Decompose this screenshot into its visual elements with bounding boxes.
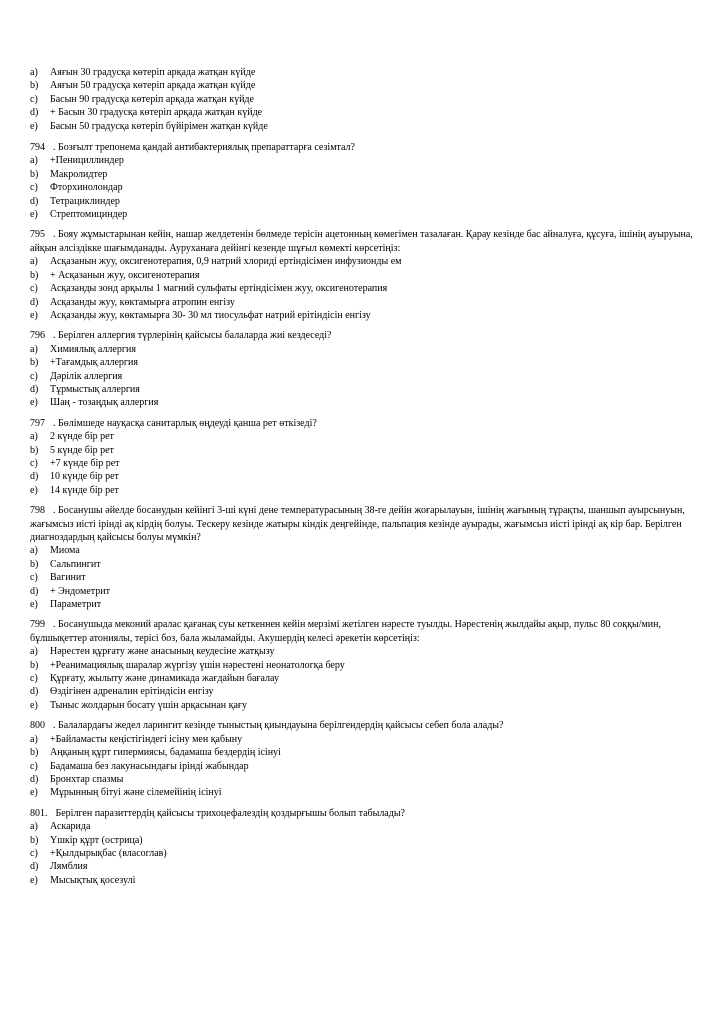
- answer-option: [30, 558, 698, 571]
- option-letter: c): [30, 847, 38, 859]
- option-text: Басын 50 градусқа көтеріп бүйірімен жатқан күйде: [50, 120, 268, 132]
- option-text: Бадамаша без лакунасындағы ірінді жабындар: [50, 760, 249, 772]
- answer-option: [30, 659, 698, 672]
- answer-option: [30, 296, 698, 309]
- option-letter: b): [30, 80, 39, 92]
- question-797: [30, 417, 698, 497]
- question-text: [30, 504, 698, 544]
- question-801: [30, 807, 698, 887]
- question-text: [30, 329, 698, 342]
- answer-option: [30, 383, 698, 396]
- option-text: +Тағамдық аллергия: [50, 357, 138, 369]
- option-text: Параметрит: [50, 599, 102, 611]
- option-letter: a): [30, 256, 38, 268]
- options-list: [30, 645, 698, 712]
- option-letter: d): [30, 107, 39, 119]
- question-body: . Балалардағы жедел ларингит кезінде тыныстың қиындауына берілгендердің қайсысы себеп бола алады?: [53, 720, 504, 732]
- option-letter: a): [30, 67, 38, 78]
- option-text: Құрғату, жылыту және динамикада жағдайын бағалау: [50, 673, 279, 685]
- options-list: [30, 430, 698, 497]
- answer-option: [30, 396, 698, 409]
- answer-option: [30, 430, 698, 443]
- option-text: Аскарида: [50, 821, 91, 833]
- option-text: + Басын 30 градусқа көтеріп арқада жатқан күйде: [50, 107, 263, 119]
- question-number: 798: [30, 505, 45, 517]
- answer-option: [30, 356, 698, 369]
- answer-option: [30, 282, 698, 295]
- option-letter: b): [30, 747, 39, 759]
- question-body: . Бөлімшеде науқасқа санитарлық өңдеуді қанша рет өткізеді?: [53, 417, 317, 429]
- question-number: 796: [30, 330, 45, 342]
- option-text: Дәрілік аллергия: [50, 370, 123, 382]
- question-793-options: [30, 66, 698, 133]
- option-text: Асқазанын жуу, оксигенотерапия, 0,9 натрий хлориді ертіндісімен инфузионды ем: [50, 256, 402, 268]
- answer-option: [30, 571, 698, 584]
- question-number: 794: [30, 142, 45, 154]
- answer-option: [30, 773, 698, 786]
- option-text: + Асқазанын жуу, оксигенотерапия: [50, 269, 200, 281]
- answer-option: [30, 269, 698, 282]
- answer-option: [30, 847, 698, 860]
- option-text: Мұрынның бітуі және сілемейінің ісінуі: [50, 787, 222, 799]
- options-list: [30, 343, 698, 410]
- question-text: [30, 807, 698, 820]
- option-letter: e): [30, 309, 38, 321]
- option-text: 5 күнде бір рет: [50, 444, 114, 456]
- option-letter: d): [30, 686, 39, 698]
- options-list: [30, 820, 698, 887]
- answer-option: [30, 699, 698, 712]
- option-letter: b): [30, 834, 39, 846]
- answer-option: [30, 79, 698, 92]
- option-letter: c): [30, 370, 38, 382]
- option-text: Макролидтер: [50, 168, 108, 180]
- question-text: [30, 228, 698, 255]
- option-letter: c): [30, 760, 38, 772]
- option-text: Стрептомициндер: [50, 209, 128, 221]
- answer-option: [30, 470, 698, 483]
- option-letter: e): [30, 209, 38, 221]
- answer-option: [30, 834, 698, 847]
- question-794: [30, 141, 698, 221]
- answer-option: [30, 786, 698, 799]
- question-body: Берілген паразиттердің қайсысы трихоцефалездің қоздырғышы болып табылады?: [55, 807, 405, 819]
- answer-option: [30, 598, 698, 611]
- option-text: +Қылдырықбас (власоглав): [50, 847, 167, 859]
- answer-option: [30, 860, 698, 873]
- option-text: Фторхинолондар: [50, 182, 123, 194]
- question-text: [30, 141, 698, 154]
- answer-option: [30, 457, 698, 470]
- option-letter: a): [30, 821, 38, 833]
- option-text: Үшкір құрт (острица): [50, 834, 143, 846]
- option-text: Нәрестен құрғату және анасының кеудесіне жатқызу: [50, 646, 275, 658]
- option-letter: e): [30, 397, 38, 409]
- answer-option: [30, 181, 698, 194]
- question-number: 801.: [30, 807, 48, 819]
- option-letter: c): [30, 283, 38, 295]
- answer-option: [30, 154, 698, 167]
- option-text: Аяғын 30 градусқа көтеріп арқада жатқан күйде: [50, 67, 256, 78]
- answer-option: [30, 820, 698, 833]
- answer-option: [30, 195, 698, 208]
- option-letter: e): [30, 484, 38, 496]
- option-text: +Пенициллиндер: [50, 155, 124, 167]
- option-text: Басын 90 градусқа көтеріп арқада жатқан күйде: [50, 93, 254, 105]
- option-letter: a): [30, 343, 38, 355]
- answer-option: [30, 685, 698, 698]
- answer-option: [30, 672, 698, 685]
- option-letter: b): [30, 444, 39, 456]
- option-text: Мысықтық қосезулі: [50, 874, 136, 886]
- question-number: 795: [30, 229, 45, 241]
- answer-option: [30, 106, 698, 119]
- answer-option: [30, 255, 698, 268]
- answer-option: [30, 484, 698, 497]
- option-text: Тетрациклиндер: [50, 195, 120, 207]
- option-text: +7 күнде бір рет: [50, 457, 120, 469]
- question-798: [30, 504, 698, 611]
- option-letter: b): [30, 357, 39, 369]
- option-letter: d): [30, 861, 39, 873]
- option-letter: c): [30, 673, 38, 685]
- answer-option: [30, 309, 698, 322]
- option-text: Вагинит: [50, 572, 86, 584]
- option-text: +Байламасты кеңістігіндегі ісіну мен қабыну: [50, 733, 243, 745]
- option-letter: a): [30, 646, 38, 658]
- option-letter: b): [30, 659, 39, 671]
- answer-option: [30, 874, 698, 887]
- answer-option: [30, 168, 698, 181]
- option-text: Химиялық аллергия: [50, 343, 136, 355]
- option-letter: e): [30, 120, 38, 132]
- option-text: + Эндометрит: [50, 585, 110, 597]
- question-796: [30, 329, 698, 409]
- answer-option: [30, 544, 698, 557]
- option-letter: d): [30, 585, 39, 597]
- option-letter: b): [30, 558, 39, 570]
- question-body: . Босанушыда меконий аралас қағанақ суы кеткеннен кейін мерзімі жетілген нәресте туылды. Нәрестенің жылдайы ақыр, пульс 80 соққы/мин, бұлшықеттер атониялы, терісі боз, бала жыламайды. Акушердің келесі әрекетін көрсетіңіз:: [30, 619, 661, 644]
- option-text: Аяғын 50 градусқа көтеріп арқада жатқан күйде: [50, 80, 256, 92]
- question-list: [30, 141, 698, 887]
- option-letter: d): [30, 383, 39, 395]
- option-text: Шаң - тозаңдық аллергия: [50, 397, 159, 409]
- option-letter: e): [30, 874, 38, 886]
- answer-option: [30, 66, 698, 79]
- answer-option: [30, 208, 698, 221]
- question-number: 797: [30, 417, 45, 429]
- question-body: . Бояу жұмыстарынан кейін, нашар желдетенін бөлмеде терісін ацетонның көмегімен тазалаған. Қарау кезінде бас айналуға, құсуға, ішінің ауыруына, айқын әлсіздікке шағымданады. Ауруханаға дейінгі кезенде шұғыл көмекті көрсетіңіз:: [30, 229, 693, 254]
- answer-option: [30, 585, 698, 598]
- option-letter: e): [30, 787, 38, 799]
- option-text: Аңқаның құрт гипермиясы, бадамаша бездердің ісінуі: [50, 747, 281, 759]
- option-letter: c): [30, 93, 38, 105]
- option-text: Өздігінен адреналин ерітіндісін енгізу: [50, 686, 214, 698]
- answer-option: [30, 444, 698, 457]
- option-letter: a): [30, 545, 38, 557]
- question-800: [30, 719, 698, 799]
- option-letter: d): [30, 195, 39, 207]
- option-letter: d): [30, 773, 39, 785]
- option-text: Асқазанды зонд арқылы 1 магний сульфаты ертіндісімен жуу, оксигенотерапия: [50, 283, 388, 295]
- option-letter: c): [30, 572, 38, 584]
- option-text: 14 күнде бір рет: [50, 484, 119, 496]
- question-number: 799: [30, 619, 45, 631]
- option-letter: d): [30, 296, 39, 308]
- option-text: 10 күнде бір рет: [50, 471, 119, 483]
- option-text: Тыныс жолдарын босату үшін арқасынан қағу: [50, 699, 248, 711]
- question-text: [30, 618, 698, 645]
- option-letter: a): [30, 733, 38, 745]
- option-letter: b): [30, 269, 39, 281]
- option-letter: c): [30, 182, 38, 194]
- answer-option: [30, 343, 698, 356]
- question-number: 800: [30, 720, 45, 732]
- question-799: [30, 618, 698, 712]
- option-text: Миома: [50, 545, 80, 557]
- option-text: Лямблия: [50, 861, 88, 873]
- answer-option: [30, 746, 698, 759]
- option-letter: c): [30, 457, 38, 469]
- option-letter: d): [30, 471, 39, 483]
- option-text: Бронхтар спазмы: [50, 773, 124, 785]
- answer-option: [30, 760, 698, 773]
- options-list: [30, 154, 698, 221]
- option-text: +Реанимациялық шаралар жүргізу үшін нәрестені неонатологқа беру: [50, 659, 345, 671]
- option-letter: b): [30, 168, 39, 180]
- option-text: Асқазанды жуу, көктамырға 30- 30 мл тиосульфат натрий ерітіндісін енгізу: [50, 309, 371, 321]
- document-page: [30, 66, 698, 894]
- question-body: . Берілген аллергия түрлерінің қайсысы балаларда жиі кездеседі?: [53, 330, 332, 342]
- options-list: [30, 255, 698, 322]
- question-795: [30, 228, 698, 322]
- option-letter: a): [30, 155, 38, 167]
- option-text: Тұрмыстық аллергия: [50, 383, 140, 395]
- question-text: [30, 719, 698, 732]
- option-letter: a): [30, 431, 38, 443]
- options-list: [30, 544, 698, 611]
- answer-option: [30, 370, 698, 383]
- answer-option: [30, 645, 698, 658]
- options-list: [30, 733, 698, 800]
- option-text: 2 күнде бір рет: [50, 431, 114, 443]
- answer-option: [30, 733, 698, 746]
- question-body: . Босанушы әйелде босанудын кейінгі 3-ші күні дене температурасының 38-ге дейін жоғарылауын, ішінің жағының тұрақты, шаншып ауырсынуын, жағымсыз иісті ірінді ақ кірдің болуы. Тескеру кезінде жатыры кіндік деңгейінде, пальпация кезінде ауырады, жағымсыз иісті ірінді ақ кір бар. Берілген диагноздардың қайсысы болуы мүмкін?: [30, 505, 685, 543]
- question-body: . Бозғылт трепонема қандай антибактериялық препараттарға сезімтал?: [53, 142, 355, 154]
- option-letter: e): [30, 699, 38, 711]
- answer-option: [30, 93, 698, 106]
- option-letter: e): [30, 599, 38, 611]
- option-text: Асқазанды жуу, көктамырға атропин енгізу: [50, 296, 235, 308]
- answer-option: [30, 120, 698, 133]
- option-text: Сальпингит: [50, 558, 101, 570]
- question-text: [30, 417, 698, 430]
